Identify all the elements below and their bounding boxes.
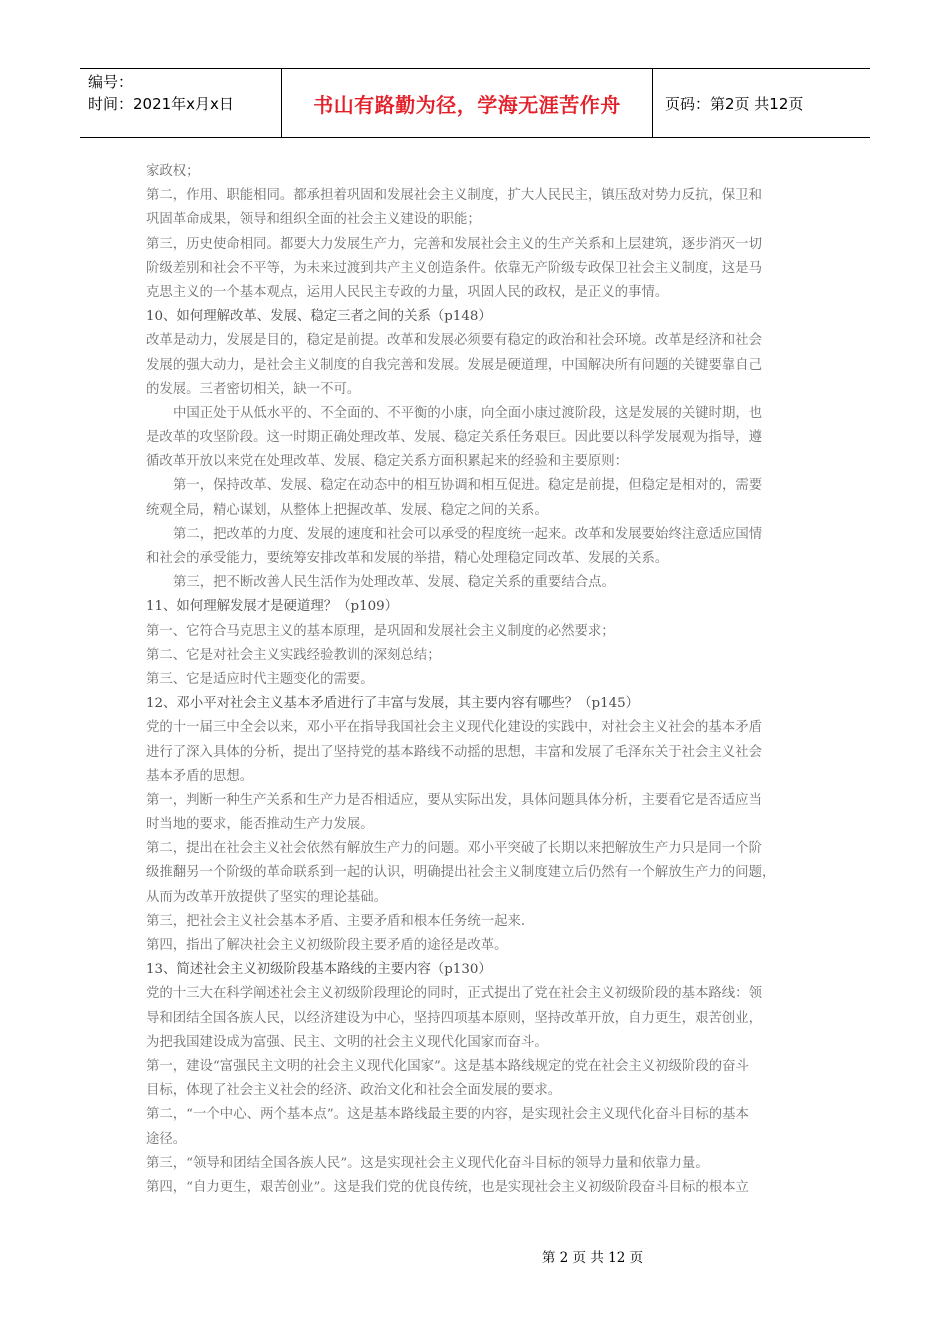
text-line: 第三、它是适应时代主题变化的需要。 [146, 671, 374, 687]
text-line: 第一，建设“富强民主文明的社会主义现代化国家”。这是基本路线规定的党在社会主义初级阶段的奋斗 [146, 1058, 749, 1074]
text-line: 第二，“一个中心、两个基本点”。这是基本路线最主要的内容，是实现社会主义现代化奋斗目标的基本 [146, 1107, 749, 1123]
text-line: 第一，保持改革、发展、稳定在动态中的相互协调和相互促进。稳定是前提，但稳定是相对的，需要 [173, 478, 763, 494]
text-line: 党的十一届三中全会以来，邓小平在指导我国社会主义现代化建设的实践中，对社会主义社会的基本矛盾 [146, 720, 762, 736]
document-body [146, 160, 808, 1200]
text-line: 第二、它是对社会主义实践经验教训的深刻总结； [146, 647, 441, 663]
number-label: 编号： [88, 73, 134, 91]
text-line: 第二，把改革的力度、发展的速度和社会可以承受的程度统一起来。改革和发展要始终注意适应国情 [173, 526, 763, 542]
header-meta [80, 69, 282, 137]
text-line: 基本矛盾的思想。 [146, 768, 254, 784]
text-line: 克思主义的一个基本观点，运用人民民主专政的力量，巩固人民的政权，是正义的事情。 [146, 284, 669, 300]
text-line: 的发展。三者密切相关，缺一不可。 [146, 381, 361, 397]
text-line: 发展的强大动力，是社会主义制度的自我完善和发展。发展是硬道理，中国解决所有问题的关键要靠自己 [146, 357, 762, 373]
text-line: 阶级差别和社会不平等，为未来过渡到共产主义创造条件。依靠无产阶级专政保卫社会主义制度，这是马 [146, 260, 762, 276]
text-line: 目标，体现了社会主义社会的经济、政治文化和社会全面发展的要求。 [146, 1083, 562, 1099]
text-line: 党的十三大在科学阐述社会主义初级阶段理论的同时，正式提出了党在社会主义初级阶段的基本路线：领 [146, 986, 762, 1002]
text-line: 为把我国建设成为富强、民主、文明的社会主义现代化国家而奋斗。 [146, 1034, 548, 1050]
text-line: 中国正处于从低水平的、不全面的、不平衡的小康，向全面小康过渡阶段，这是发展的关键时期，也 [173, 405, 763, 421]
text-line: 是改革的攻坚阶段。这一时期正确处理改革、发展、稳定关系任务艰巨。因此要以科学发展观为指导，遵 [146, 430, 762, 446]
text-line: 循改革开放以来党在处理改革、发展、稳定关系方面积累起来的经验和主要原则： [146, 454, 629, 470]
question-heading: 12、邓小平对社会主义基本矛盾进行了丰富与发展，其主要内容有哪些？（p145） [146, 696, 640, 712]
header-page-cell [653, 69, 870, 137]
text-line: 第四，“自力更生，艰苦创业”。这是我们党的优良传统，也是实现社会主义初级阶段奋斗目标的根本立 [146, 1179, 749, 1195]
text-line: 家政权； [146, 164, 200, 179]
header-motto-cell [282, 69, 653, 137]
text-line: 第三，把社会主义社会基本矛盾、主要矛盾和根本任务统一起来. [146, 913, 526, 929]
page-header [80, 68, 870, 138]
question-heading: 10、如何理解改革、发展、稳定三者之间的关系（p148） [146, 309, 492, 325]
text-line: 第二，作用、职能相同。都承担着巩固和发展社会主义制度，扩大人民民主，镇压敌对势力反抗，保卫和 [146, 188, 762, 204]
text-line: 进行了深入具体的分析，提出了坚持党的基本路线不动摇的思想，丰富和发展了毛泽东关于社会主义社会 [146, 744, 762, 760]
text-line: 第四，指出了解决社会主义初级阶段主要矛盾的途径是改革。 [146, 938, 508, 953]
text-line: 从而为改革开放提供了坚实的理论基础。 [146, 889, 388, 905]
text-line: 导和团结全国各族人民，以经济建设为中心，坚持四项基本原则，坚持改革开放，自力更生，艰苦创业， [146, 1010, 762, 1026]
question-heading: 13、简述社会主义初级阶段基本路线的主要内容（p130） [146, 962, 492, 978]
question-heading: 11、如何理解发展才是硬道理？（p109） [146, 599, 399, 615]
footer-page-number: 第 2 页 共 12 页 [541, 1250, 644, 1266]
text-line: 第三，“领导和团结全国各族人民”。这是实现社会主义现代化奋斗目标的领导力量和依靠力量。 [146, 1155, 709, 1171]
date-label: 时间：2021年x月x日 [88, 95, 234, 113]
text-line: 统观全局，精心谋划，从整体上把握改革、发展、稳定之间的关系。 [146, 502, 548, 518]
text-line: 和社会的承受能力，要统筹安排改革和发展的举措，精心处理稳定同改革、发展的关系。 [146, 551, 669, 566]
text-line: 级推翻另一个阶级的革命联系到一起的认识，明确提出社会主义制度建立后仍然有一个解放生产力的问题， [146, 865, 776, 881]
text-line: 第一、它符合马克思主义的基本原理，是巩固和发展社会主义制度的必然要求； [146, 623, 615, 639]
text-line: 时当地的要求，能否推动生产力发展。 [146, 817, 374, 833]
page-footer [0, 1246, 950, 1266]
text-line: 第三，历史使命相同。都要大力发展生产力，完善和发展社会主义的生产关系和上层建筑，逐步消灭一切 [146, 236, 762, 252]
page-label: 页码：第2页 共12页 [665, 94, 804, 113]
text-line: 巩固革命成果，领导和组织全面的社会主义建设的职能； [146, 212, 481, 228]
text-line: 第三，把不断改善人民生活作为处理改革、发展、稳定关系的重要结合点。 [173, 575, 615, 591]
text-line: 途径。 [146, 1131, 187, 1147]
text-line: 改革是动力，发展是目的，稳定是前提。改革和发展必须要有稳定的政治和社会环境。改革是经济和社会 [146, 333, 762, 349]
text-line: 第一，判断一种生产关系和生产力是否相适应，要从实际出发，具体问题具体分析，主要看它是否适应当 [146, 792, 762, 808]
motto: 书山有路勤为径，学海无涯苦作舟 [313, 92, 621, 117]
text-line: 第二，提出在社会主义社会依然有解放生产力的问题。邓小平突破了长期以来把解放生产力只是同一个阶 [146, 841, 762, 857]
